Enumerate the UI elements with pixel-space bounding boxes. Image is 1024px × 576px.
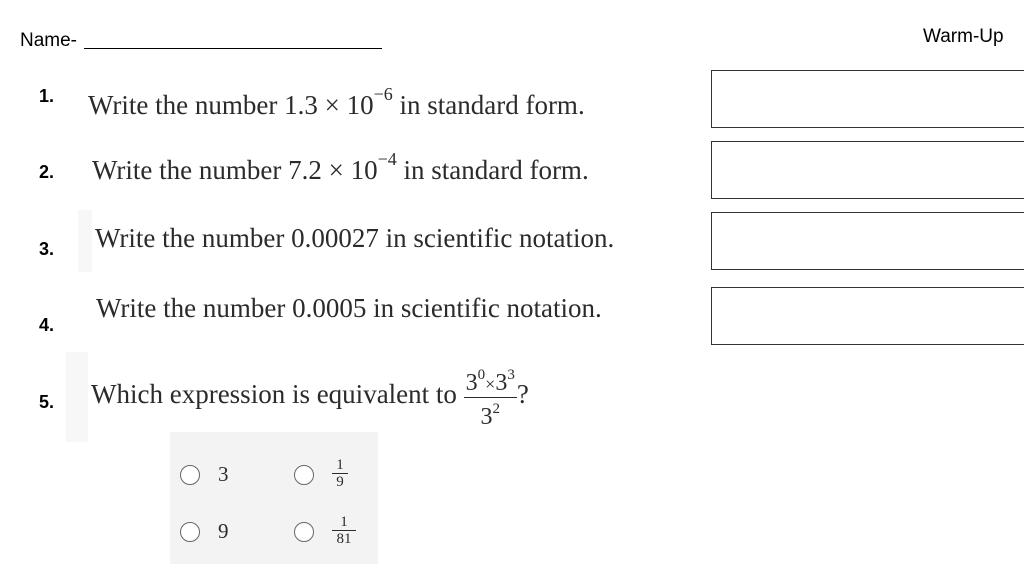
question-2-coef: 7.2 <box>288 155 322 185</box>
den-exp: 2 <box>492 401 500 417</box>
question-5-number: 5. <box>39 392 55 412</box>
question-3-text: Write the number 0.00027 in scientific notation. <box>95 223 615 253</box>
question-5-suffix: ? <box>516 379 529 410</box>
question-1-suffix: in standard form. <box>392 90 585 120</box>
page-title: Warm-Up <box>923 26 1004 47</box>
den-base: 3 <box>480 404 493 430</box>
answer-box-3[interactable] <box>711 212 1024 270</box>
question-1-base: 10 <box>346 90 374 120</box>
choice-b[interactable] <box>294 456 364 496</box>
radio-b[interactable] <box>294 465 314 485</box>
question-2-times: × <box>328 155 344 185</box>
radio-c[interactable] <box>180 522 200 542</box>
choice-d-numerator: 1 <box>340 514 348 530</box>
question-2-suffix: in standard form. <box>396 155 589 185</box>
question-2-prefix: Write the number <box>92 155 289 185</box>
choice-a[interactable] <box>180 463 240 487</box>
choice-d-fraction <box>332 514 356 547</box>
question-3-highlight <box>78 210 92 272</box>
choice-c[interactable] <box>180 519 240 543</box>
radio-a[interactable] <box>180 465 200 485</box>
question-1-number: 1. <box>39 86 55 106</box>
choice-b-numerator: 1 <box>336 457 344 473</box>
question-2-base: 10 <box>350 155 378 185</box>
choice-b-denominator: 9 <box>332 473 348 490</box>
choice-d-denominator: 81 <box>332 530 356 547</box>
question-2-text <box>92 149 589 186</box>
choice-c-label: 9 <box>218 519 229 543</box>
answer-box-4[interactable] <box>711 287 1024 345</box>
question-5-prefix: Which expression is equivalent to <box>91 379 464 410</box>
question-1-text <box>88 84 585 121</box>
question-5-text <box>91 364 529 430</box>
num-base-b: 3 <box>495 370 508 396</box>
question-2-number: 2. <box>39 162 55 182</box>
question-4-text: Write the number 0.0005 in scientific notation. <box>96 293 602 323</box>
name-label: Name- <box>20 30 78 51</box>
num-exp-b: 3 <box>507 367 515 383</box>
choice-a-label: 3 <box>218 462 229 486</box>
question-1-exponent: −6 <box>373 84 393 104</box>
radio-d[interactable] <box>294 522 314 542</box>
choice-b-fraction <box>332 457 348 490</box>
num-base-a: 3 <box>465 370 478 396</box>
question-4-number: 4. <box>39 315 55 335</box>
num-exp-a: 0 <box>477 367 486 383</box>
question-1-times: × <box>324 90 340 120</box>
question-5-denominator <box>464 397 517 430</box>
name-field-line[interactable] <box>84 48 382 49</box>
question-2-exponent: −4 <box>377 149 397 169</box>
question-3-number: 3. <box>39 239 55 259</box>
question-1-coef: 1.3 <box>284 90 318 120</box>
choice-d[interactable] <box>294 513 374 553</box>
answer-box-1[interactable] <box>711 70 1024 128</box>
question-5-numerator <box>464 364 517 397</box>
answer-box-2[interactable] <box>711 141 1024 199</box>
num-times: × <box>485 374 496 394</box>
question-5-highlight <box>66 352 88 442</box>
question-5-fraction <box>464 364 517 430</box>
question-1-prefix: Write the number <box>88 90 285 120</box>
